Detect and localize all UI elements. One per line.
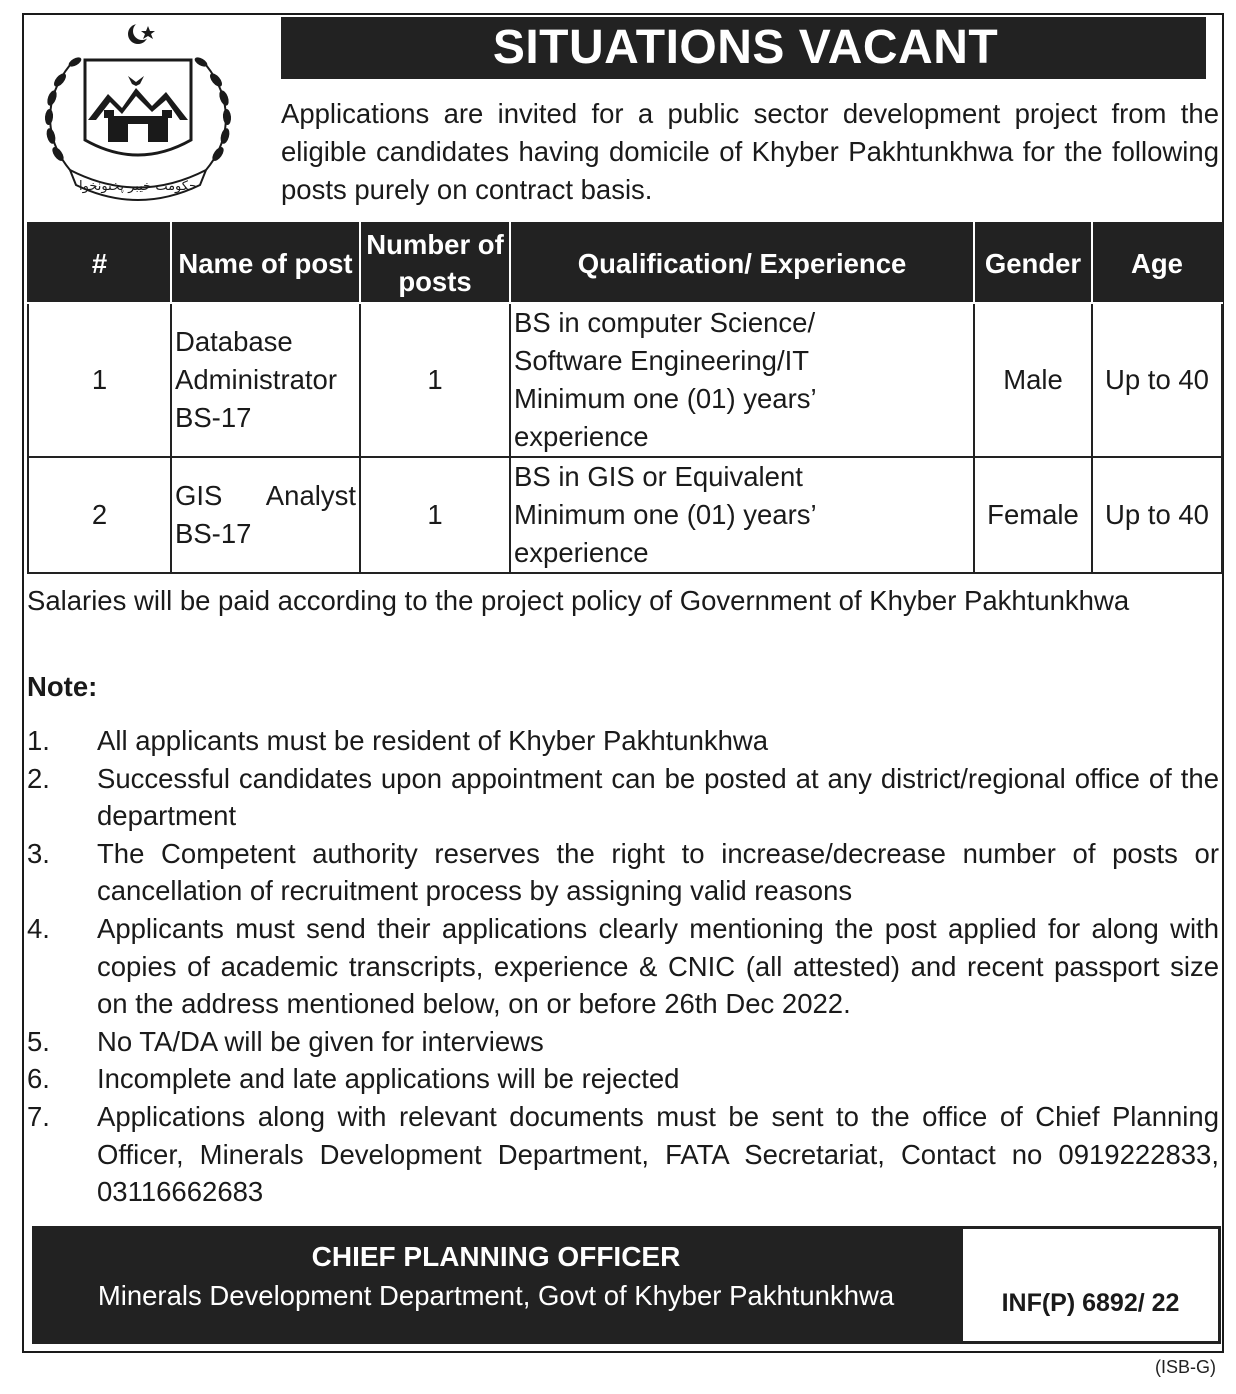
header-post: Name of post — [171, 223, 360, 303]
list-item — [27, 910, 1219, 1023]
post-line: Administrator — [175, 364, 337, 395]
list-item — [27, 1023, 1219, 1061]
row-gender: Female — [974, 457, 1092, 573]
office-title: CHIEF PLANNING OFFICER — [311, 1241, 681, 1272]
post-line: Database — [175, 326, 293, 357]
notes-list — [27, 722, 1219, 1211]
emblem-caption: حکومت خیبر پختونخوا — [79, 179, 197, 194]
salary-statement: Salaries will be paid according to the project policy of Government of Khyber Pakhtunkhwa — [27, 585, 1130, 616]
row-qualification — [510, 457, 974, 573]
row-age: Up to 40 — [1092, 457, 1222, 573]
note-number: 6. — [27, 1063, 50, 1095]
row-post — [171, 457, 360, 573]
post-line: GIS Analyst — [175, 480, 356, 511]
footer-signature-block — [32, 1226, 1221, 1344]
table-row — [28, 303, 1222, 457]
note-heading: Note: — [27, 671, 98, 702]
khyber-pakhtunkhwa-emblem-icon — [30, 20, 246, 210]
page-title: SITUATIONS VACANT — [492, 21, 999, 74]
qual-line: BS in computer Science/ — [514, 307, 816, 338]
qual-line: Minimum one (01) years’ — [514, 499, 817, 530]
table-row — [28, 457, 1222, 573]
list-item — [27, 722, 1219, 760]
qual-line: Software Engineering/IT — [514, 345, 810, 376]
office-box — [32, 1226, 960, 1344]
list-item — [27, 760, 1219, 835]
intro-paragraph: Applications are invited for a public sector development project from the eligible candidates having domicile of Khyber Pakhtunkhwa for the following posts purely on contract basis. — [281, 98, 1219, 205]
corner-code: (ISB-G) — [1155, 1357, 1216, 1377]
row-gender: Male — [974, 303, 1092, 457]
row-num: 1 — [28, 303, 171, 457]
title-banner — [281, 17, 1206, 79]
note-number: 3. — [27, 837, 50, 869]
note-number: 5. — [27, 1025, 50, 1057]
note-text: The Competent authority reserves the right to increase/decrease number of posts or cancellation of recruitment process by assigning valid reasons — [97, 837, 1219, 907]
note-number: 4. — [27, 912, 50, 944]
reference-number: INF(P) 6892/ 22 — [1001, 1289, 1180, 1317]
list-item — [27, 1060, 1219, 1098]
note-text: Successful candidates upon appointment can be posted at any district/regional office of the department — [97, 762, 1219, 832]
note-number: 1. — [27, 725, 50, 756]
row-age: Up to 40 — [1092, 303, 1222, 457]
header-age: Age — [1092, 223, 1222, 303]
reference-box — [963, 1229, 1218, 1341]
note-text: No TA/DA will be given for interviews — [97, 1025, 544, 1057]
post-line: BS-17 — [175, 518, 252, 549]
department-name: Minerals Development Department, Govt of Khyber Pakhtunkhwa — [97, 1280, 895, 1311]
header-count: Number of posts — [360, 223, 510, 303]
qual-line: experience — [514, 421, 649, 452]
note-number: 7. — [27, 1100, 50, 1132]
row-qualification — [510, 303, 974, 457]
post-line: BS-17 — [175, 402, 252, 433]
posts-table — [27, 222, 1223, 574]
header-gender: Gender — [974, 223, 1092, 303]
list-item — [27, 1098, 1219, 1211]
note-number: 2. — [27, 762, 50, 794]
row-post — [171, 303, 360, 457]
list-item — [27, 835, 1219, 910]
row-count: 1 — [360, 457, 510, 573]
header-num: # — [28, 223, 171, 303]
qual-line: Minimum one (01) years’ — [514, 383, 817, 414]
table-header-row — [28, 223, 1222, 303]
row-count: 1 — [360, 303, 510, 457]
qual-line: experience — [514, 537, 649, 568]
note-text: All applicants must be resident of Khyber Pakhtunkhwa — [97, 725, 769, 756]
qual-line: BS in GIS or Equivalent — [514, 461, 803, 492]
note-text: Applications along with relevant documents must be sent to the office of Chief Planning Officer, Minerals Development Department, FATA Secretariat, Contact no 0919222833, 03116662683 — [97, 1100, 1219, 1208]
note-text: Applicants must send their applications clearly mentioning the post applied for along with copies of academic transcripts, experience & CNIC (all attested) and recent passport size on the address mentioned below, on or before 26th Dec 2022. — [97, 912, 1219, 1020]
row-num: 2 — [28, 457, 171, 573]
header-qualification: Qualification/ Experience — [510, 223, 974, 303]
note-text: Incomplete and late applications will be rejected — [97, 1063, 680, 1095]
